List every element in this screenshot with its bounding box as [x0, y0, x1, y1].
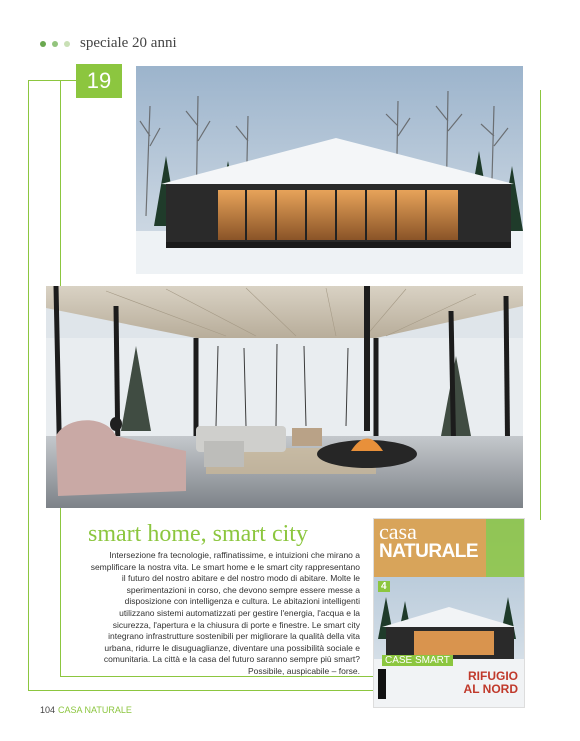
cover-brand-bottom: NATURALE: [379, 541, 479, 562]
frame-line-top-left: [28, 80, 76, 81]
page-footer: [40, 705, 132, 715]
footer-magazine-name: CASA NATURALE: [58, 705, 132, 715]
interior-photo: [46, 286, 523, 508]
exterior-photo: [136, 66, 523, 274]
cover-brand-top: casa: [379, 519, 417, 544]
magazine-cover: [374, 519, 524, 707]
article-body-text: Intersezione fra tecnologie, raffinatissime, e intuizioni che mirano a semplificare la nostra vita. Le smart home e le smart city rappresentano il futuro del nostro abitare e del nostro modo di abitare. Molte le sperimentazioni in corso, che devono sempre essere messe a disposizione con intelligenza e cultura. Le abitazioni intelligenti utilizzano sistemi automatizzati per gestire l'energia, l'acqua e la sicurezza, l'apertura e la chiusura di porte e finestre. Le smart city integrano infrastrutture sostenibili per migliorare la qualità della vita urbana, ridurre le disuguaglianze, diventare una possibilità sociale e comunitaria. La città e la casa del futuro saranno sempre più smart? Possibile, auspicabile – forse.: [90, 550, 360, 676]
cover-issue-number: 4: [378, 581, 390, 592]
item-number-badge: 19: [76, 64, 122, 98]
frame-line-left: [28, 80, 29, 690]
header-dot-1: [40, 41, 46, 47]
cover-feature-title-2: AL NORD: [463, 682, 518, 696]
header-dot-3: [64, 41, 70, 47]
cover-feature-title-1: RIFUGIO: [468, 669, 518, 683]
article-body: [88, 550, 360, 678]
cover-headline: CASE SMART: [382, 655, 453, 666]
frame-line-right: [540, 90, 541, 520]
article-title: smart home, smart city: [88, 521, 308, 547]
page-number: 104: [40, 705, 56, 715]
section-header: [40, 35, 177, 52]
frame-line-bottom: [28, 690, 374, 691]
header-dot-2: [52, 41, 58, 47]
section-title: speciale 20 anni: [80, 35, 177, 51]
